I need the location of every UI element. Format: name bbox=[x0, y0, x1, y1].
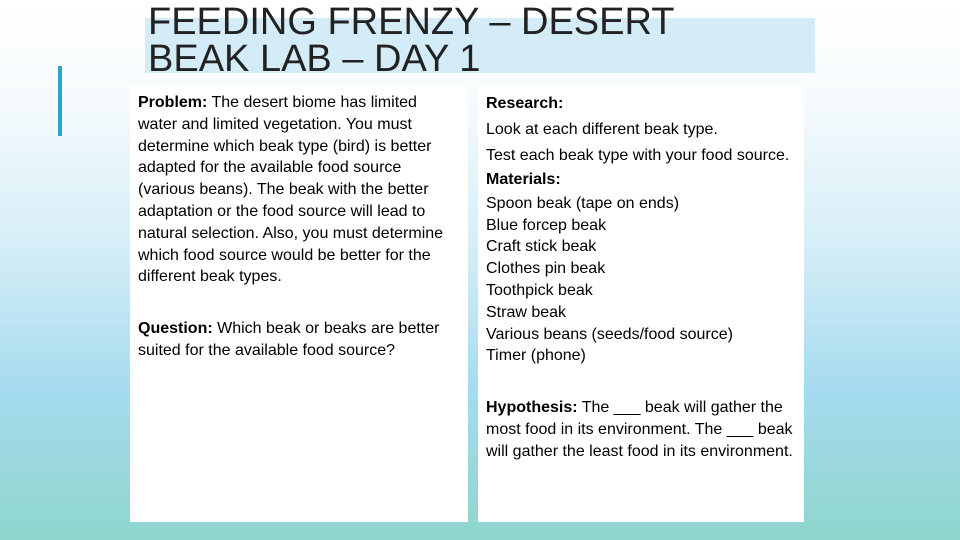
material-item: Straw beak bbox=[486, 303, 567, 321]
material-item: Spoon beak (tape on ends) bbox=[486, 194, 680, 212]
problem-paragraph bbox=[138, 92, 460, 288]
question-label: Question: bbox=[138, 320, 213, 338]
research-materials-panel bbox=[478, 86, 804, 522]
question-text: Which beak or beaks are better suited for the available food source? bbox=[138, 320, 440, 359]
problem-question-panel bbox=[130, 86, 468, 522]
spacer bbox=[486, 367, 796, 397]
material-item: Blue forcep beak bbox=[486, 216, 607, 234]
materials-label: Materials: bbox=[486, 170, 561, 188]
problem-text: The desert biome has limited water and limited vegetation. You must determine which beak type (bird) is better adapted for the available food source (various beans). The beak with the better adaptation or the food source will lead to natural selection. Also, you must determine which food source would be better for the different beak types. bbox=[138, 94, 444, 286]
slide-title: FEEDING FRENZY – DESERT BEAK LAB – DAY 1 bbox=[148, 1, 675, 80]
research-line-1: Look at each different beak type. bbox=[486, 121, 718, 138]
spacer bbox=[138, 288, 460, 318]
material-item: Craft stick beak bbox=[486, 238, 597, 256]
accent-bar bbox=[58, 66, 62, 136]
hypothesis-paragraph bbox=[486, 397, 796, 462]
hypothesis-text: The ___ beak will gather the most food in its environment. The ___ beak will gather the least food in its environment. bbox=[486, 399, 793, 460]
research-label: Research: bbox=[486, 95, 564, 112]
material-item: Clothes pin beak bbox=[486, 260, 606, 278]
research-label-line bbox=[486, 91, 796, 117]
material-item: Timer (phone) bbox=[486, 347, 586, 365]
materials-label-line bbox=[486, 167, 796, 193]
question-paragraph bbox=[138, 318, 460, 362]
hypothesis-label: Hypothesis: bbox=[486, 399, 578, 417]
material-item: Various beans (seeds/food source) bbox=[486, 325, 733, 343]
materials-list bbox=[486, 193, 796, 367]
material-item: Toothpick beak bbox=[486, 281, 593, 299]
research-line-2: Test each beak type with your food source. bbox=[486, 147, 790, 164]
problem-label: Problem: bbox=[138, 94, 208, 111]
